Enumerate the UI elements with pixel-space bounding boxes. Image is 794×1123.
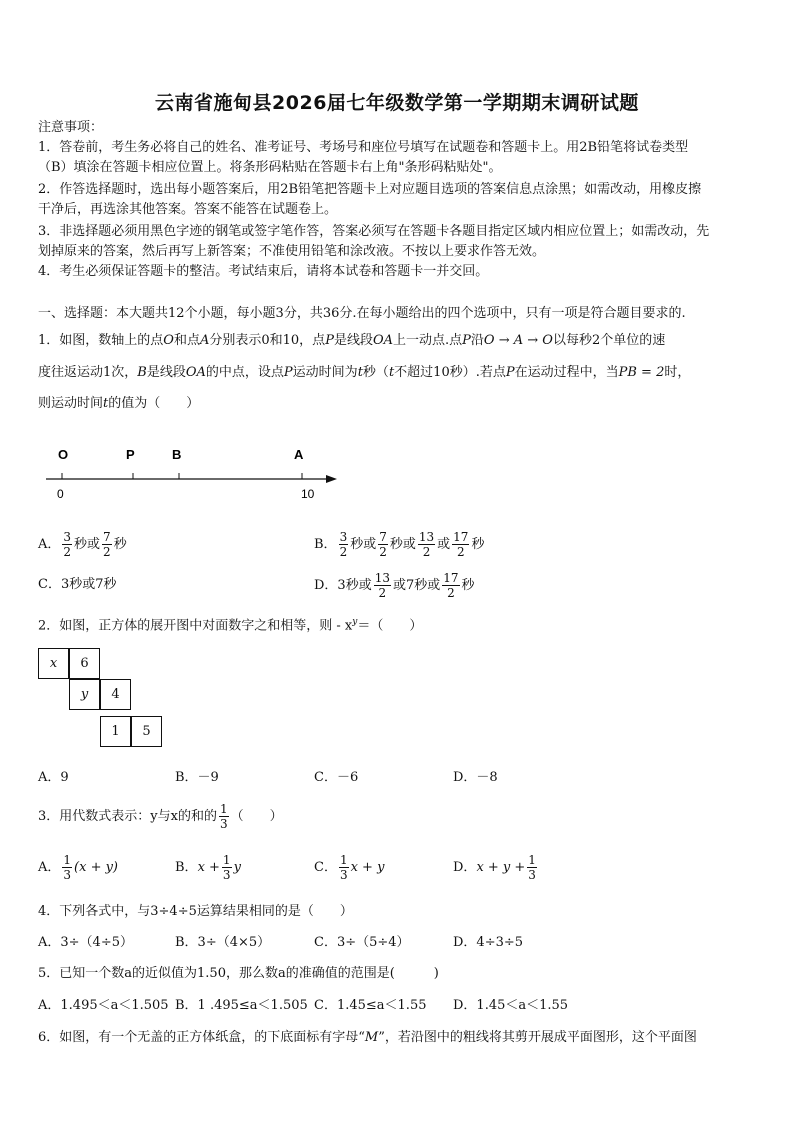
question-2-stem: 2．如图，正方体的展开图中对面数字之和相等，则 - $x^y=$（ ） xyxy=(38,617,423,634)
q4-option-b[interactable]: B．3÷（4×5） xyxy=(175,935,271,950)
notice-line: 3．非选择题必须用黑色字迹的钢笔或签字笔作答，答案必须写在答题卡各题目指定区域内相应位置上；如需改动，先 xyxy=(38,224,710,239)
question-6-stem: 6．如图，有一个无盖的正方体纸盒，的下底面标有字母“M”，若沿图中的粗线将其剪开展成平面图形，这个平面图 xyxy=(38,1030,697,1045)
question-1-line-1: 1．如图，数轴上的点O和点A分别表示0和10，点P是线段OA上一动点.点P沿O → A → O以每秒2个单位的速 xyxy=(38,333,666,348)
q5-option-a[interactable]: A．1.495＜a＜1.505 xyxy=(38,998,169,1013)
q5-option-d[interactable]: D．1.45＜a＜1.55 xyxy=(453,998,569,1013)
net-cell: y xyxy=(69,679,100,710)
q5-option-b[interactable]: B．1 .495≤a＜1.505 xyxy=(175,998,308,1013)
notice-line: 2．作答选择题时，选出每小题答案后，用2B铅笔把答题卡上对应题目选项的答案信息点涂黑；如需改动，用橡皮擦 xyxy=(38,182,702,197)
question-5-stem: 5．已知一个数a的近似值为1.50，那么数a的准确值的范围是( ) xyxy=(38,966,439,981)
q1-option-b[interactable]: B． $\frac{3}{2}$ 秒或 $\frac{7}{2}$ 秒或 $\frac{13}{2}$ 或 $\frac{17}{2}$ 秒 xyxy=(314,530,485,559)
net-cell: x xyxy=(38,648,69,679)
page-title: 云南省施甸县2026届七年级数学第一学期期末调研试题 xyxy=(155,92,639,114)
question-4-stem: 4．下列各式中，与3÷4÷5运算结果相同的是（ ） xyxy=(38,904,353,919)
q3-option-d[interactable]: D．x + y + $\frac{1}{3}$ xyxy=(453,853,536,882)
q3-option-c[interactable]: C． $\frac{1}{3}$ x + y xyxy=(314,853,385,882)
section-heading: 一、选择题：本大题共12个小题，每小题3分，共36分.在每小题给出的四个选项中，只有一项是符合题目要求的. xyxy=(38,306,686,321)
notice-line: 4．考生必须保证答题卡的整洁。考试结束后，请将本试卷和答题卡一并交回。 xyxy=(38,264,489,279)
q1-option-a[interactable]: A． $\frac{3}{2}$ 秒或 $\frac{7}{2}$ 秒 xyxy=(38,530,127,559)
q3-option-a[interactable]: A． $\frac{1}{3}$ (x + y) xyxy=(38,853,119,882)
point-label-b: B xyxy=(172,447,182,462)
notice-line: 1．答卷前，考生务必将自己的姓名、准考证号、考场号和座位号填写在试题卷和答题卡上。用2B铅笔将试卷类型 xyxy=(38,140,689,155)
number-line-arrow xyxy=(326,475,337,483)
q2-option-c[interactable]: C．－6 xyxy=(314,770,359,785)
q3-option-b[interactable]: B．x + $\frac{1}{3}$ y xyxy=(175,853,241,882)
tick-label-0: 0 xyxy=(57,487,64,501)
q2-option-d[interactable]: D．－8 xyxy=(453,770,498,785)
q5-option-c[interactable]: C．1.45≤a＜1.55 xyxy=(314,998,427,1013)
q1-option-d[interactable]: D．3秒或 $\frac{13}{2}$ 或7秒或 $\frac{17}{2}$ 秒 xyxy=(314,571,475,600)
q1-option-c[interactable]: C．3秒或7秒 xyxy=(38,577,117,592)
notice-line: （B）填涂在答题卡相应位置上。将条形码粘贴在答题卡右上角"条形码粘贴处"。 xyxy=(38,160,502,175)
notice-line: 干净后，再选涂其他答案。答案不能答在试题卷上。 xyxy=(38,202,338,217)
question-1-line-2: 度往返运动1次，B是线段OA的中点，设点P运动时间为t秒（t不超过10秒）.若点P在运动过程中，当PB = 2时， xyxy=(38,365,691,380)
notice-line: 划掉原来的答案，然后再写上新答案；不准使用铅笔和涂改液。不按以上要求作答无效。 xyxy=(38,244,546,259)
notice-heading: 注意事项： xyxy=(38,120,104,135)
point-label-p: P xyxy=(126,447,135,462)
q4-option-d[interactable]: D．4÷3÷5 xyxy=(453,935,524,950)
q2-option-a[interactable]: A．9 xyxy=(38,770,69,785)
number-line-figure xyxy=(40,440,350,505)
net-cell: 5 xyxy=(131,716,162,747)
q4-option-a[interactable]: A．3÷（4÷5） xyxy=(38,935,133,950)
question-3-stem: 3．用代数式表示：y与x的和的 $\frac{1}{3}$ （ ） xyxy=(38,802,283,831)
q4-option-c[interactable]: C．3÷（5÷4） xyxy=(314,935,410,950)
point-label-a: A xyxy=(294,447,304,462)
net-cell: 6 xyxy=(69,648,100,679)
tick-label-10: 10 xyxy=(301,487,315,501)
question-1-line-3: 则运动时间t的值为（ ） xyxy=(38,396,200,411)
point-label-o: O xyxy=(58,447,69,462)
q2-option-b[interactable]: B．－9 xyxy=(175,770,219,785)
net-cell: 4 xyxy=(100,679,131,710)
net-cell: 1 xyxy=(100,716,131,747)
